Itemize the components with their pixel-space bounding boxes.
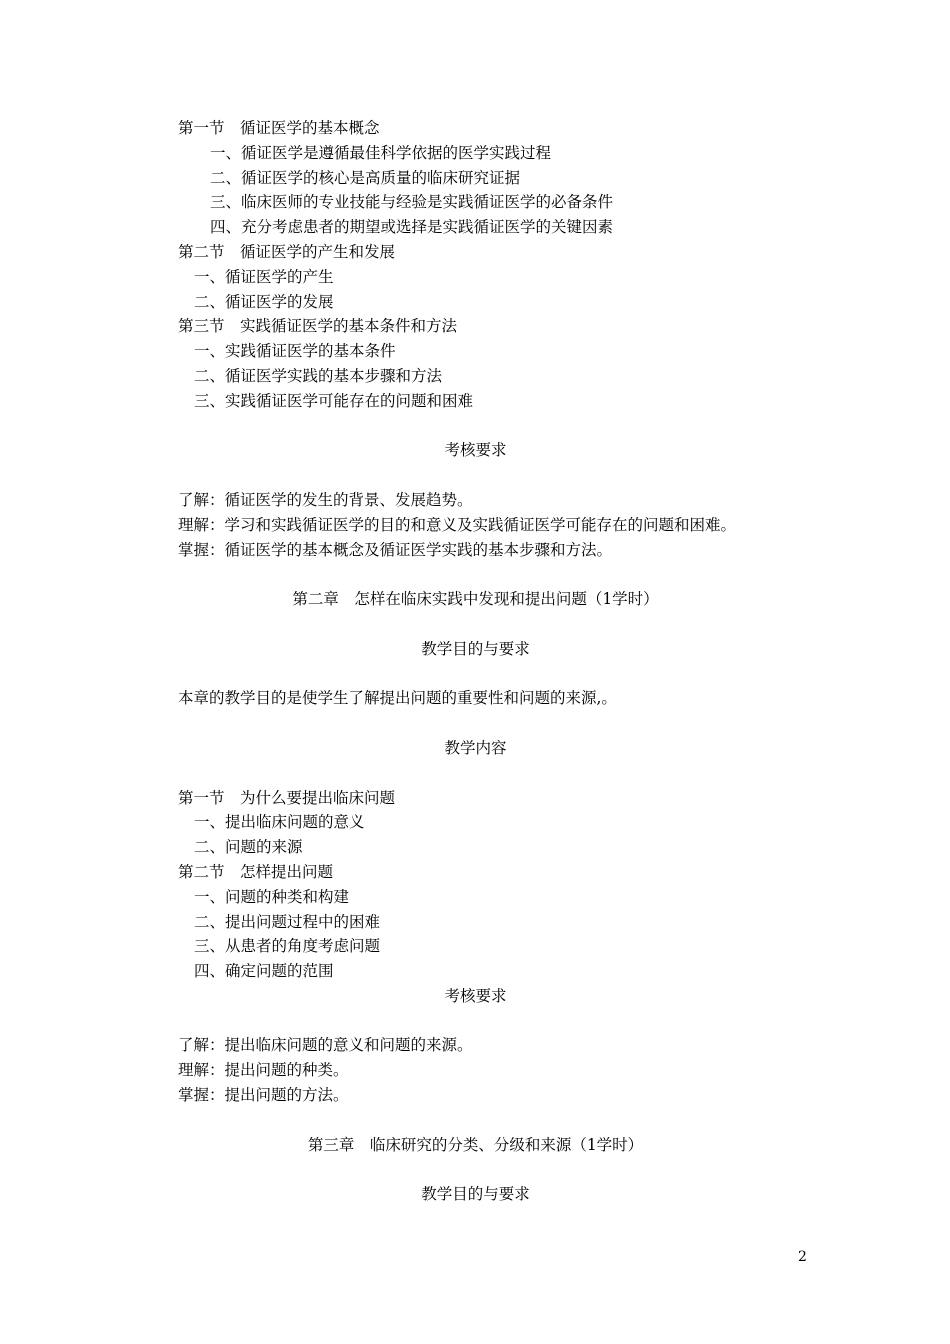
- assessment-heading: 考核要求: [444, 441, 507, 460]
- section-title: 第三节 实践循证医学的基本条件和方法: [178, 317, 458, 336]
- list-item: 三、临床医师的专业技能与经验是实践循证医学的必备条件: [210, 193, 614, 212]
- list-item: 二、问题的来源: [194, 838, 303, 857]
- section-title: 第二节 循证医学的产生和发展: [178, 242, 396, 261]
- spacer: [178, 1157, 778, 1182]
- spacer: [178, 662, 778, 687]
- list-item: 四、充分考虑患者的期望或选择是实践循证医学的关键因素: [210, 218, 614, 237]
- section-title: 第一节 为什么要提出临床问题: [178, 788, 396, 807]
- spacer: [178, 612, 778, 637]
- list-item: 三、实践循证医学可能存在的问题和困难: [194, 391, 474, 410]
- spacer: [178, 1108, 778, 1133]
- goals-heading: 教学目的与要求: [421, 639, 530, 658]
- list-item: 一、问题的种类和构建: [194, 887, 350, 906]
- list-item: 三、从患者的角度考虑问题: [194, 937, 381, 956]
- document-body: [178, 116, 778, 1207]
- spacer: [178, 562, 778, 587]
- spacer: [178, 1009, 778, 1034]
- spacer: [178, 414, 778, 439]
- list-item: 一、提出临床问题的意义: [194, 813, 365, 832]
- list-item: 一、实践循证医学的基本条件: [194, 342, 396, 361]
- assessment-heading: 考核要求: [444, 986, 507, 1005]
- assessment-line: 掌握：循证医学的基本概念及循证医学实践的基本步骤和方法。: [178, 540, 613, 559]
- list-item: 二、循证医学的发展: [194, 292, 334, 311]
- list-item: 一、循证医学是遵循最佳科学依据的医学实践过程: [210, 143, 552, 162]
- chapter-title: 第二章 怎样在临床实践中发现和提出问题（1学时）: [292, 590, 659, 609]
- list-item: 二、循证医学的核心是高质量的临床研究证据: [210, 168, 521, 187]
- list-item: 一、循证医学的产生: [194, 267, 334, 286]
- goals-heading: 教学目的与要求: [421, 1185, 530, 1204]
- chapter-title: 第三章 临床研究的分类、分级和来源（1学时）: [307, 1135, 644, 1154]
- assessment-line: 掌握：提出问题的方法。: [178, 1086, 349, 1105]
- page-number: 2: [798, 1249, 807, 1265]
- assessment-line: 理解：提出问题的种类。: [178, 1061, 349, 1080]
- list-item: 二、提出问题过程中的困难: [194, 912, 381, 931]
- content-heading: 教学内容: [444, 738, 507, 757]
- spacer: [178, 711, 778, 736]
- spacer: [178, 761, 778, 786]
- assessment-line: 了解：循证医学的发生的背景、发展趋势。: [178, 490, 473, 509]
- assessment-line: 了解：提出临床问题的意义和问题的来源。: [178, 1036, 473, 1055]
- spacer: [178, 463, 778, 488]
- assessment-line: 理解：学习和实践循证医学的目的和意义及实践循证医学可能存在的问题和困难。: [178, 515, 737, 534]
- list-item: 二、循证医学实践的基本步骤和方法: [194, 366, 443, 385]
- goals-text: 本章的教学目的是使学生了解提出问题的重要性和问题的来源,。: [178, 689, 617, 708]
- section-title: 第一节 循证医学的基本概念: [178, 119, 380, 137]
- list-item: 四、确定问题的范围: [194, 962, 334, 981]
- section-title: 第二节 怎样提出问题: [178, 862, 334, 881]
